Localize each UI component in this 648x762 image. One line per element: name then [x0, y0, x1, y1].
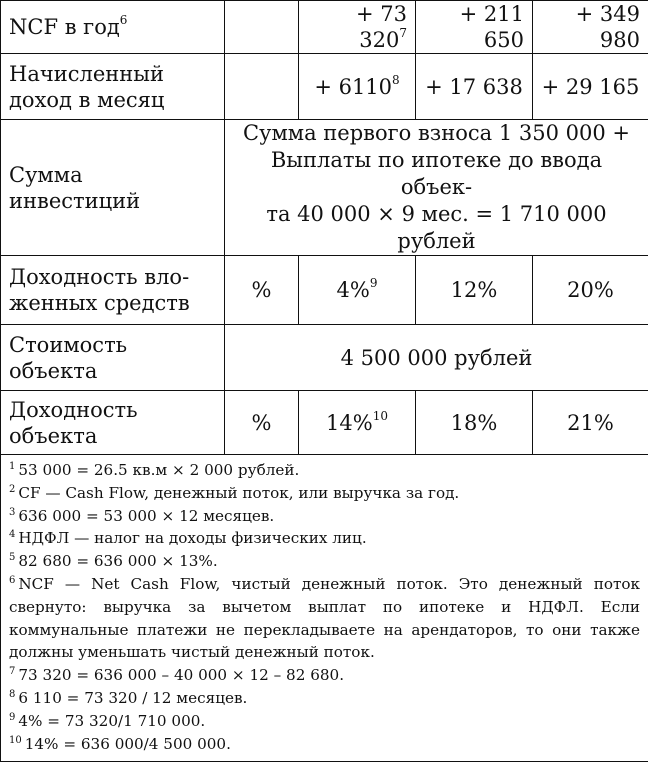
yield-invested-label-cell [1, 256, 225, 325]
investment-line-1: Сумма первого взноса 1 350 000 + [243, 121, 630, 145]
footnote-10-number: 10 [9, 735, 22, 746]
object-cost-label-line1: Стоимость [9, 333, 127, 357]
yield-invested-label-line1: Доходность вло- [9, 265, 189, 289]
footnote-4-text: НДФЛ — налог на доходы физических лиц. [18, 529, 366, 547]
footnote-9-text: 4% = 73 320/1 710 000. [18, 712, 205, 730]
ncf-value-1: + 73 320 [356, 2, 407, 52]
investment-label: Сумма инвестиций [1, 120, 225, 256]
footnote-3-number: 3 [9, 507, 15, 518]
footnote-8-text: 6 110 = 73 320 / 12 месяцев. [18, 689, 247, 707]
row-ncf [1, 1, 648, 54]
footnote-8 [9, 687, 640, 710]
footnotes-cell [1, 455, 648, 762]
monthly-value-1-cell [299, 54, 416, 120]
yield-object-value-1-footnote-ref: 10 [373, 409, 388, 423]
yield-invested-value-1: 4% [337, 278, 370, 302]
yield-invested-unit: % [225, 256, 299, 325]
monthly-value-1-footnote-ref: 8 [392, 73, 400, 87]
yield-object-value-1: 14% [326, 411, 373, 435]
row-object-cost [1, 325, 648, 391]
footnote-8-number: 8 [9, 689, 15, 700]
ncf-label-cell [1, 1, 225, 54]
footnote-6-number: 6 [9, 575, 15, 586]
row-investment [1, 120, 648, 256]
monthly-label-cell [1, 54, 225, 120]
monthly-value-3: + 29 165 [533, 54, 648, 120]
ncf-empty-cell [225, 1, 299, 54]
footnote-10-text: 14% = 636 000/4 500 000. [25, 735, 231, 753]
monthly-value-1: + 6110 [314, 75, 392, 99]
investment-line-3: та 40 000 × 9 мес. = 1 710 000 рублей [266, 202, 606, 253]
yield-invested-value-2: 12% [416, 256, 533, 325]
yield-object-unit: % [225, 391, 299, 455]
row-monthly [1, 54, 648, 120]
investment-line-2: Выплаты по ипотеке до ввода объек- [271, 148, 602, 199]
footnote-9 [9, 710, 640, 733]
footnote-3-text: 636 000 = 53 000 × 12 месяцев. [18, 507, 274, 525]
monthly-empty-cell [225, 54, 299, 120]
ncf-label-footnote-ref: 6 [120, 13, 128, 27]
footnote-6-text: NCF — Net Cash Flow, чистый денежный поток. Это денежный поток свернуто: выручка за вычетом выплат по ипотеке и НДФЛ. Если коммунальные платежи не перекладываете на арендаторов, то они также должны уменьшать чистый денежный поток. [9, 575, 640, 661]
yield-invested-value-1-cell [299, 256, 416, 325]
monthly-value-2: + 17 638 [416, 54, 533, 120]
footnote-3 [9, 505, 640, 528]
footnote-5 [9, 550, 640, 573]
object-cost-label-line2: объекта [9, 359, 97, 383]
yield-object-label-line2: объекта [9, 424, 97, 448]
footnote-2 [9, 482, 640, 505]
footnote-5-number: 5 [9, 552, 15, 563]
yield-object-value-2: 18% [416, 391, 533, 455]
yield-invested-label-line2: женных средств [9, 291, 190, 315]
footnote-6 [9, 573, 640, 664]
row-footnotes [1, 455, 648, 762]
investment-value-cell [225, 120, 648, 256]
monthly-label-line1: Начисленный [9, 62, 164, 86]
footnote-4 [9, 527, 640, 550]
ncf-value-2: + 211 650 [416, 1, 533, 54]
ncf-value-3: + 349 980 [533, 1, 648, 54]
footnote-9-number: 9 [9, 712, 15, 723]
object-cost-label-cell [1, 325, 225, 391]
footnote-4-number: 4 [9, 529, 15, 540]
yield-object-value-3: 21% [533, 391, 648, 455]
ncf-value-1-footnote-ref: 7 [399, 26, 407, 40]
object-cost-value: 4 500 000 рублей [225, 325, 648, 391]
ncf-value-1-cell [299, 1, 416, 54]
footnote-1 [9, 459, 640, 482]
yield-invested-value-1-footnote-ref: 9 [370, 276, 378, 290]
footnote-7 [9, 664, 640, 687]
yield-object-label-cell [1, 391, 225, 455]
footnote-5-text: 82 680 = 636 000 × 13%. [18, 552, 217, 570]
monthly-label-line2: доход в месяц [9, 88, 164, 112]
footnote-10 [9, 733, 640, 756]
row-yield-invested [1, 256, 648, 325]
footnote-1-text: 53 000 = 26.5 кв.м × 2 000 рублей. [18, 461, 299, 479]
yield-object-value-1-cell [299, 391, 416, 455]
footnote-2-number: 2 [9, 484, 15, 495]
footnote-7-text: 73 320 = 636 000 – 40 000 × 12 – 82 680. [18, 666, 344, 684]
ncf-label: NCF в год [9, 15, 120, 39]
footnote-1-number: 1 [9, 461, 15, 472]
footnote-2-text: CF — Cash Flow, денежный поток, или выручка за год. [18, 484, 459, 502]
row-yield-object [1, 391, 648, 455]
yield-invested-value-3: 20% [533, 256, 648, 325]
yield-object-label-line1: Доходность [9, 398, 138, 422]
footnote-7-number: 7 [9, 666, 15, 677]
